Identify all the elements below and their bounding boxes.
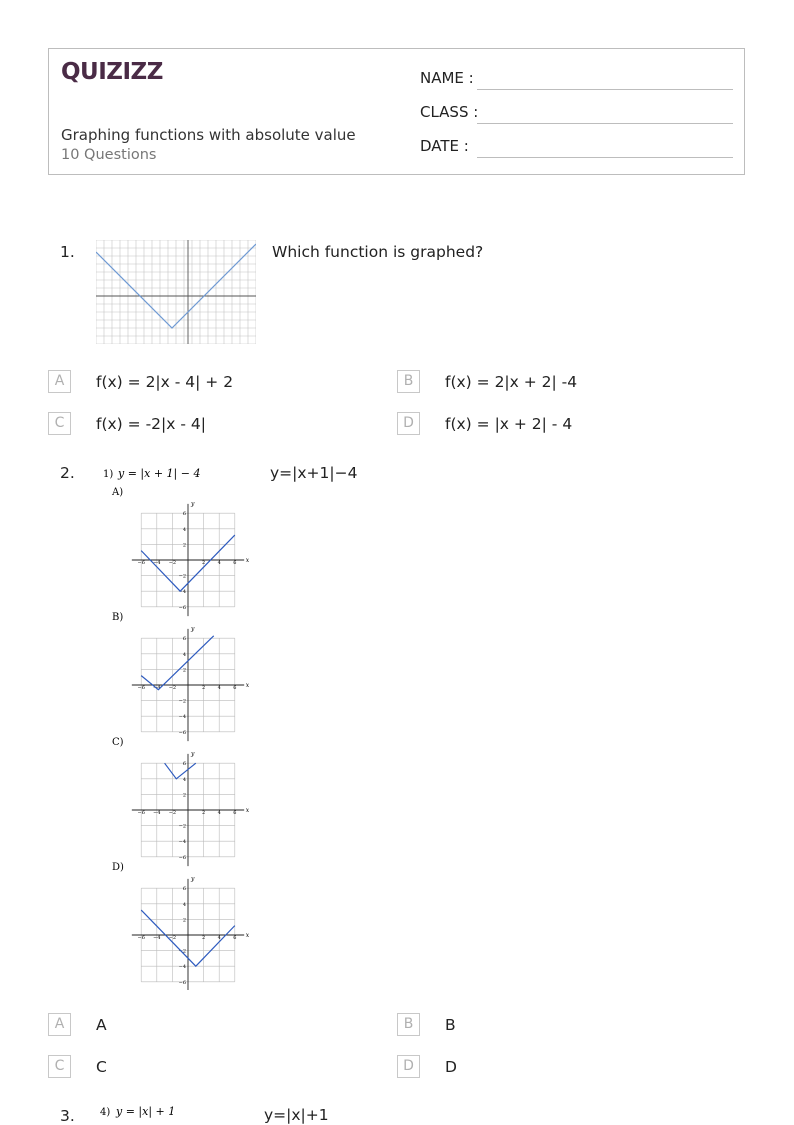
q1-option-b-text: f(x) = 2|x + 2| -4: [445, 373, 578, 391]
svg-text:x: x: [245, 557, 250, 564]
svg-text:6: 6: [233, 685, 237, 691]
date-line: [477, 157, 733, 158]
svg-text:2: 2: [182, 792, 186, 799]
graph-a-label: A): [112, 487, 124, 498]
q1-option-a-box[interactable]: A: [48, 370, 71, 393]
svg-text:y: y: [191, 500, 195, 508]
question-3-image: [100, 1101, 200, 1123]
svg-text:4: 4: [182, 901, 186, 908]
svg-text:−4: −4: [178, 839, 186, 846]
q1-option-b-box[interactable]: B: [397, 370, 420, 393]
svg-text:−2: −2: [168, 935, 177, 941]
q2-option-b-box[interactable]: B: [397, 1013, 420, 1036]
svg-text:−6: −6: [178, 979, 186, 986]
svg-text:4: 4: [182, 776, 186, 783]
svg-text:−4: −4: [178, 589, 186, 596]
svg-text:6: 6: [182, 761, 186, 768]
q2-option-b-text: B: [445, 1016, 456, 1034]
svg-text:−4: −4: [178, 714, 186, 721]
svg-text:2: 2: [202, 935, 206, 941]
q1-option-d-box[interactable]: D: [397, 412, 420, 435]
svg-text:−2: −2: [168, 685, 177, 691]
class-line: [477, 123, 733, 124]
svg-text:−2: −2: [178, 698, 186, 705]
svg-text:−2: −2: [178, 573, 186, 580]
svg-text:6: 6: [233, 810, 237, 816]
svg-text:4: 4: [217, 685, 221, 691]
graph-d: [132, 875, 250, 990]
svg-text:−4: −4: [178, 964, 186, 971]
svg-text:4: 4: [217, 810, 221, 816]
question-2-prompt: y=|x+1|−4: [270, 464, 358, 482]
graph-d-label: D): [112, 862, 124, 873]
q1-option-a-text: f(x) = 2|x - 4| + 2: [96, 373, 234, 391]
svg-text:y: y: [191, 625, 195, 633]
question-count: 10 Questions: [61, 147, 157, 163]
question-1-graph: [96, 240, 256, 344]
graph-c-label: C): [112, 737, 124, 748]
q2-image-equation: y = |x + 1| − 4: [118, 467, 201, 480]
question-2-number: 2.: [60, 464, 75, 482]
svg-text:−4: −4: [153, 560, 161, 566]
svg-text:x: x: [245, 682, 250, 689]
graph-c: [132, 750, 250, 866]
svg-text:−2: −2: [178, 823, 186, 830]
svg-text:2: 2: [182, 917, 186, 924]
svg-text:−4: −4: [153, 810, 161, 816]
q1-option-c-box[interactable]: C: [48, 412, 71, 435]
q2-option-a-text: A: [96, 1016, 107, 1034]
date-label: DATE :: [420, 137, 469, 155]
q3-image-equation: y = |x| + 1: [116, 1105, 176, 1118]
svg-text:−2: −2: [168, 810, 177, 816]
svg-text:−6: −6: [137, 560, 145, 566]
q2-option-c-text: C: [96, 1058, 107, 1076]
svg-text:6: 6: [182, 636, 186, 643]
svg-text:4: 4: [182, 526, 186, 533]
svg-text:4: 4: [217, 935, 221, 941]
svg-text:y: y: [191, 875, 195, 883]
svg-text:−6: −6: [178, 729, 186, 736]
svg-text:6: 6: [233, 560, 237, 566]
svg-text:6: 6: [233, 935, 237, 941]
svg-text:2: 2: [182, 542, 186, 549]
svg-text:2: 2: [202, 560, 206, 566]
svg-text:−6: −6: [137, 935, 145, 941]
q1-option-c-text: f(x) = -2|x - 4|: [96, 415, 206, 433]
question-3-prompt: y=|x|+1: [264, 1106, 329, 1124]
svg-text:4: 4: [217, 560, 221, 566]
worksheet-header: [48, 48, 745, 175]
svg-text:x: x: [245, 932, 250, 939]
worksheet-title: Graphing functions with absolute value: [61, 126, 356, 144]
name-label: NAME :: [420, 69, 474, 87]
svg-text:6: 6: [182, 886, 186, 893]
q2-option-c-box[interactable]: C: [48, 1055, 71, 1078]
svg-text:−4: −4: [153, 685, 161, 691]
question-1-number: 1.: [60, 243, 75, 261]
question-1-prompt: Which function is graphed?: [272, 243, 484, 261]
question-2-image: [100, 460, 260, 990]
svg-text:−6: −6: [137, 810, 145, 816]
svg-text:−4: −4: [153, 935, 161, 941]
graph-b-label: B): [112, 612, 124, 623]
question-3-number: 3.: [60, 1107, 75, 1125]
graph-b: [132, 625, 250, 741]
svg-text:2: 2: [202, 685, 206, 691]
svg-text:2: 2: [182, 667, 186, 674]
graph-a: [132, 500, 250, 616]
q3-image-number: 4): [100, 1107, 111, 1118]
class-label: CLASS :: [420, 103, 479, 121]
svg-text:2: 2: [202, 810, 206, 816]
quizizz-logo: QUIZIZZ: [61, 59, 163, 85]
svg-text:y: y: [191, 750, 195, 758]
svg-text:−2: −2: [168, 560, 177, 566]
svg-text:4: 4: [182, 651, 186, 658]
q1-option-d-text: f(x) = |x + 2| - 4: [445, 415, 573, 433]
q2-option-d-text: D: [445, 1058, 457, 1076]
q2-image-number: 1): [103, 469, 114, 480]
svg-text:x: x: [245, 807, 250, 814]
svg-text:6: 6: [182, 511, 186, 518]
q2-option-a-box[interactable]: A: [48, 1013, 71, 1036]
svg-text:−6: −6: [178, 854, 186, 861]
svg-text:−6: −6: [137, 685, 145, 691]
name-line: [477, 89, 733, 90]
q2-option-d-box[interactable]: D: [397, 1055, 420, 1078]
svg-text:−2: −2: [178, 948, 186, 955]
svg-text:−6: −6: [178, 604, 186, 611]
